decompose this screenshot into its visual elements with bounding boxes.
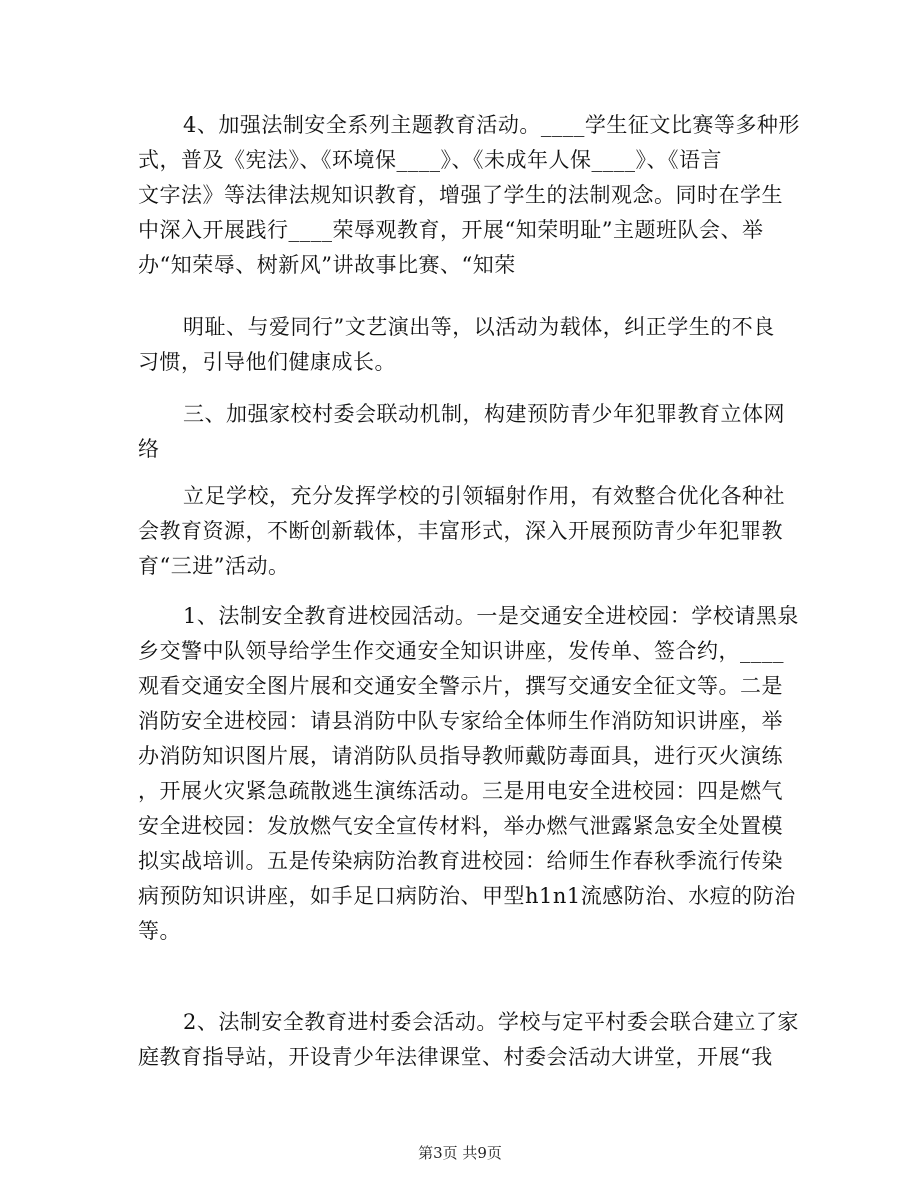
text-line: 消防安全进校园：请县消防中队专家给全体师生作消防知识讲座，举 xyxy=(138,709,783,733)
text-line: 2、法制安全教育进村委会活动。学校与定平村委会联合建立了家 xyxy=(183,1010,799,1034)
text-line: 络 xyxy=(138,437,160,461)
page-number: 第3页 共9页 xyxy=(418,1144,502,1162)
text-line: 安全进校园：发放燃气安全宣传材料，举办燃气泄露紧急安全处置模 xyxy=(138,814,783,838)
text-line: ，开展火灾紧急疏散逃生演练活动。三是用电安全进校园：四是燃气 xyxy=(138,779,783,803)
paragraph-3 xyxy=(138,479,785,584)
paragraph-5 xyxy=(138,1005,799,1075)
text-line: 文字法》等法律法规知识教育，增强了学生的法制观念。同时在学生 xyxy=(138,183,783,207)
text-line: 等。 xyxy=(138,919,181,943)
section-heading xyxy=(138,397,785,467)
text-line: 办“知荣辱、树新风”讲故事比赛、“知荣 xyxy=(138,253,516,277)
text-line: 育“三进”活动。 xyxy=(138,554,290,578)
text-line: 拟实战培训。五是传染病防治教育进校园：给师生作春秋季流行传染 xyxy=(138,849,783,873)
paragraph-1 xyxy=(138,108,800,283)
text-line: 1、法制安全教育进校园活动。一是交通安全进校园：学校请黑泉 xyxy=(183,604,799,628)
text-line: 乡交警中队领导给学生作交通安全知识讲座，发传单、签合约，____ xyxy=(138,639,784,663)
text-line: 观看交通安全图片展和交通安全警示片，撰写交通安全征文等。二是 xyxy=(138,674,783,698)
text-line: 庭教育指导站，开设青少年法律课堂、村委会活动大讲堂，开展“我 xyxy=(138,1045,773,1069)
text-line: 会教育资源，不断创新载体，丰富形式，深入开展预防青少年犯罪教 xyxy=(138,519,783,543)
text-line: 病预防知识讲座，如手足口病防治、甲型h1n1流感防治、水痘的防治 xyxy=(138,884,796,908)
text-line: 三、加强家校村委会联动机制，构建预防青少年犯罪教育立体网 xyxy=(183,402,785,426)
text-line: 4、加强法制安全系列主题教育活动。____学生征文比赛等多种形 xyxy=(183,113,800,137)
paragraph-2 xyxy=(138,310,778,380)
text-line: 习惯，引导他们健康成长。 xyxy=(138,350,396,374)
text-line: 中深入开展践行____荣辱观教育，开展“知荣明耻”主题班队会、举 xyxy=(138,218,764,242)
paragraph-4 xyxy=(138,599,799,949)
text-line: 立足学校，充分发挥学校的引领辐射作用，有效整合优化各种社 xyxy=(183,484,785,508)
text-line: 式，普及《宪法》、《环境保____》、《未成年人保____》、《语言 xyxy=(138,148,722,172)
text-line: 办消防知识图片展，请消防队员指导教师戴防毒面具，进行灭火演练 xyxy=(138,744,783,768)
text-line: 明耻、与爱同行”文艺演出等，以活动为载体，纠正学生的不良 xyxy=(183,315,775,339)
